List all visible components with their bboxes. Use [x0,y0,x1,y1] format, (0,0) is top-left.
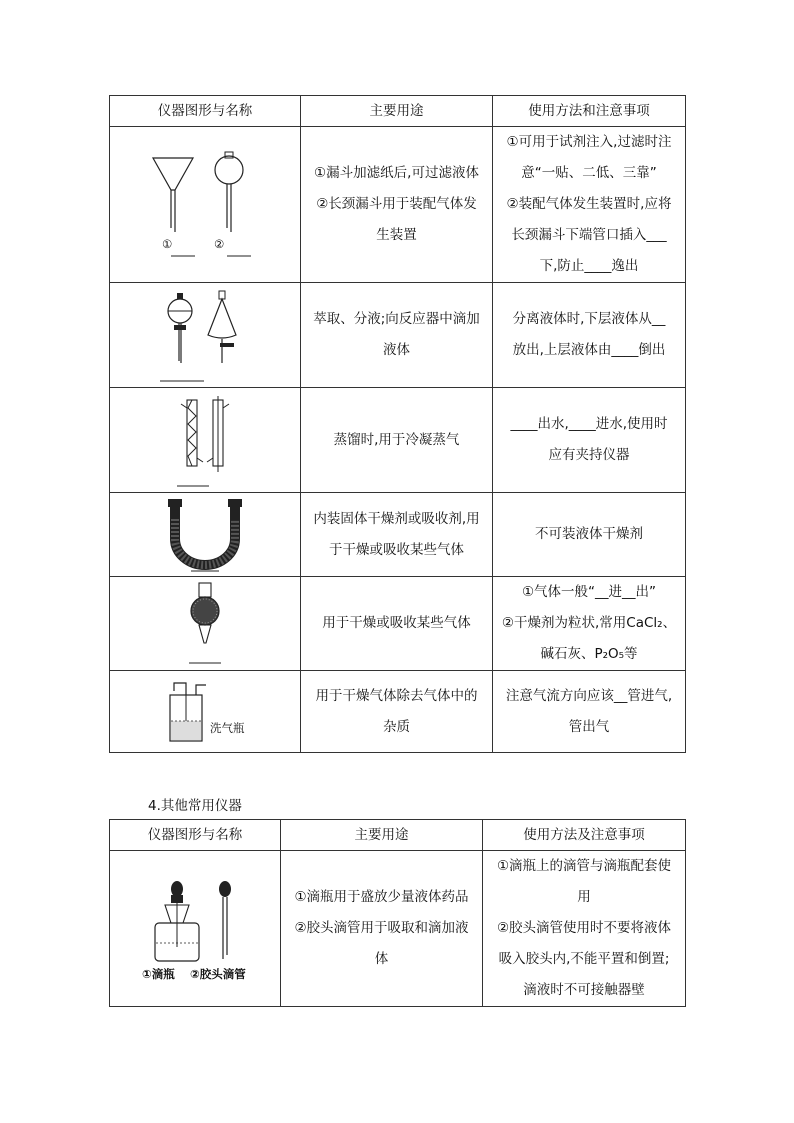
table-row [110,671,686,753]
condenser-illustration [110,388,301,493]
funnel-label-1: ① [162,237,173,251]
condenser-icon [175,392,235,488]
table-row [110,851,686,1007]
gas-washing-bottle-label: 洗气瓶 [210,721,245,735]
method-cell: 注意气流方向应该__管进气, 管出气 [493,671,686,753]
dropper-bottle-label: ①滴瓶 [142,967,175,981]
table-row [110,283,686,388]
use-cell: 蒸馏时,用于冷凝蒸气 [301,388,493,493]
header-method: 使用方法和注意事项 [493,96,686,127]
method-cell: 分离液体时,下层液体从__ 放出,上层液体由____倒出 [493,283,686,388]
gas-washing-bottle-illustration [110,671,301,753]
table-row [110,388,686,493]
instrument-table-2 [109,819,686,1007]
method-cell: ____出水,____进水,使用时 应有夹持仪器 [493,388,686,493]
funnel-label-2: ② [214,237,225,251]
dropper-pipette-label: ②胶头滴管 [190,967,246,981]
table-row [110,127,686,283]
dropper-illustration [110,851,281,1007]
drying-tube-icon [175,581,235,667]
u-tube-icon [165,497,245,573]
method-cell: ①气体一般“__进__出” ②干燥剂为粒状,常用CaCl₂、 碱石灰、P₂O₅等 [493,577,686,671]
use-cell: ①滴瓶用于盛放少量液体药品 ②胶头滴管用于吸取和滴加液 体 [281,851,483,1007]
use-cell: 内装固体干燥剂或吸收剂,用 于干燥或吸收某些气体 [301,493,493,577]
table-row [110,493,686,577]
header-use: 主要用途 [301,96,493,127]
use-cell: ①漏斗加滤纸后,可过滤液体 ②长颈漏斗用于装配气体发 生装置 [301,127,493,283]
header-illustration: 仪器图形与名称 [110,96,301,127]
method-cell: ①滴瓶上的滴管与滴瓶配套使 用 ②胶头滴管使用时不要将液体 吸入胶头内,不能平置和倒置; 滴液时不可接触器壁 [483,851,686,1007]
header-use: 主要用途 [281,820,483,851]
section-title: 4.其他常用仪器 [148,798,242,814]
separatory-funnel-icon [160,287,250,383]
header-method: 使用方法及注意事项 [483,820,686,851]
table-row [110,577,686,671]
use-cell: 用于干燥或吸收某些气体 [301,577,493,671]
header-illustration: 仪器图形与名称 [110,820,281,851]
separatory-funnel-illustration [110,283,301,388]
method-cell: ①可用于试剂注入,过滤时注 意“一贴、二低、三靠” ②装配气体发生装置时,应将 长颈漏斗下端管口插入___ 下,防止____逸出 [493,127,686,283]
instrument-table-1 [109,95,686,753]
table-header-row [110,96,686,127]
funnel-illustration [110,127,301,283]
table-header-row [110,820,686,851]
use-cell: 用于干燥气体除去气体中的 杂质 [301,671,493,753]
use-cell: 萃取、分液;向反应器中滴加 液体 [301,283,493,388]
drying-tube-illustration [110,577,301,671]
u-tube-illustration [110,493,301,577]
method-cell: 不可装液体干燥剂 [493,493,686,577]
